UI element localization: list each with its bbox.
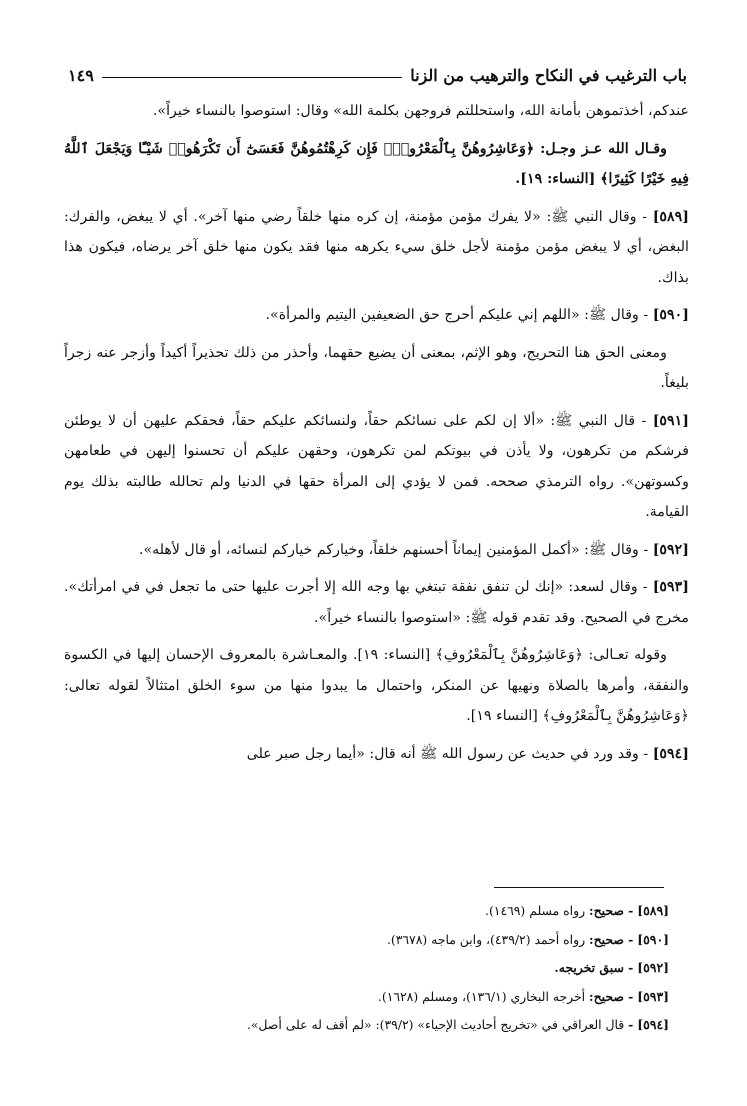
footnote-grade: - صحيح: [589, 988, 634, 1004]
paragraph-text: وقوله تعـالى: ﴿وَعَاشِرُوهُنَّ بِٱلْمَعْرُوفِ﴾ [النساء: ١٩]. والمعـاشرة بالمعروف الإحسان إليها في الكسوة والنفقة، وأمرها بالصلاة ونهيها عن المنكر، واحتمال ما يبدوا منها من سوء الخلق امتثالاً لقوله تعالى: ﴿وَعَاشِرُوهُنَّ بِٱلْمَعْرُوفِ﴾ [النساء ١٩]. [64, 647, 689, 724]
footnote-grade: - صحيح: [589, 931, 634, 947]
footnote-grade: - [628, 1017, 634, 1032]
footnote [64, 926, 669, 955]
page-number: ١٤٩ [68, 65, 94, 85]
footnote-text: رواه أحمد (٤٣٩/٢)، وابن ماجه (٣٦٧٨). [386, 931, 586, 947]
footnote-number: [٥٩٣] [637, 988, 669, 1004]
paragraph-commentary [64, 640, 689, 732]
hadith-number: [٥٩٣] [652, 579, 690, 595]
paragraph-text: - وقال النبي ﷺ: «لا يفرك مؤمن مؤمنة، إن كره منها خلقاً رضي منها آخر». أي لا يبغض، والفرك: البغض، أي لا يبغض مؤمن مؤمنة لأجل خلق سيء يكرهه منها فقد يكون منها خلق آخر يرضاه، فيكون هذا بذاك. [64, 208, 689, 286]
hadith-number: [٥٩١] [652, 412, 689, 429]
main-text [64, 96, 689, 776]
hadith-590 [64, 300, 689, 331]
hadith-592 [64, 535, 689, 566]
footnote-grade: - صحيح: [589, 903, 634, 918]
footnote-text: قال العراقي في «تخريج أحاديث الإحياء» (٣٩/٢): «لم أقف له على أصل». [246, 1017, 625, 1032]
footnote [64, 983, 669, 1012]
header-rule [102, 77, 402, 78]
footnote-number: [٥٩٠] [637, 931, 669, 947]
paragraph-text: وقـال الله عـز وجـل: ﴿وَعَاشِرُوهُنَّ بِٱلْمَعْرُوفِۚ فَإِن كَرِهْتُمُوهُنَّ فَعَسَىٰٓ أَن تَكْرَهُوا۟ شَيْـًٔا وَيَجْعَلَ ٱللَّهُ فِيهِ خَيْرًا كَثِيرًا﴾ [النساء: ١٩]. [64, 140, 689, 187]
footnotes [64, 897, 669, 1040]
hadith-number: [٥٩٠] [652, 307, 689, 323]
paragraph-quran-verse [64, 134, 689, 195]
hadith-number: [٥٩٢] [652, 541, 689, 558]
paragraph-text: عندكم، أخذتموهن بأمانة الله، واستحللتم فروجهن بكلمة الله» وقال: استوصوا بالنساء خيراً». [152, 103, 689, 119]
hadith-593 [64, 572, 689, 633]
paragraph-text: - وقال لسعد: «إنك لن تنفق نفقة تبتغي بها وجه الله إلا أجرت عليها حتى ما تجعل في في امرأتك». مخرج في الصحيح. وقد تقدم قوله ﷺ: «استوصوا بالنساء خيراً». [64, 579, 689, 626]
paragraph [64, 96, 689, 127]
hadith-594 [64, 739, 689, 770]
paragraph-text: ومعنى الحق هنا التحريج، وهو الإثم، بمعنى أن يضيع حقهما، وأحذر من ذلك تحذيراً أكيداً وأزجر عنه زجراً بليغاً. [64, 344, 689, 391]
paragraph-text: - وقد ورد في حديث عن رسول الله ﷺ أنه قال: «أيما رجل صبر على [246, 745, 649, 762]
hadith-number: [٥٩٤] [652, 745, 689, 762]
footnote-number: [٥٩٤] [637, 1017, 669, 1032]
hadith-591 [64, 406, 689, 528]
footnote-number: [٥٩٢] [637, 960, 669, 975]
footnote-separator [494, 887, 664, 888]
paragraph-text: - وقال ﷺ: «أكمل المؤمنين إيماناً أحسنهم خلقاً، وخياركم خياركم لنسائه، أو قال لأهله». [138, 541, 649, 558]
paragraph-commentary [64, 338, 689, 399]
footnote-grade: - سبق تخريجه. [554, 960, 634, 975]
footnote [64, 954, 669, 983]
footnote [64, 897, 669, 926]
paragraph-text: - وقال ﷺ: «اللهم إني عليكم أحرج حق الضعيفين اليتيم والمرأة». [265, 307, 649, 323]
chapter-title: باب الترغيب في النكاح والترهيب من الزنا [410, 65, 687, 85]
hadith-number: [٥٨٩] [652, 208, 689, 225]
footnote [64, 1011, 669, 1040]
footnote-text: رواه مسلم (١٤٦٩). [485, 903, 586, 918]
footnote-text: أخرجه البخاري (١٣٦/١)، ومسلم (١٦٢٨). [377, 988, 586, 1004]
paragraph-text: - قال النبي ﷺ: «ألا إن لكم على نسائكم حقاً، ولنسائكم عليكم حقاً، فحقكم عليهن أن لا يوطئن فرشكم من تكرهون، ولا يأذن في بيوتكم لمن تكرهون، وحقهن عليكم أن تحسنوا إليهن في طعامهن وكسوتهن». رواه الترمذي صححه. فمن لا يؤدي إلى المرأة حقها في الدنيا ولم تحالله طالبته بذلك يوم القيامة. [64, 412, 689, 520]
hadith-589 [64, 202, 689, 294]
footnote-number: [٥٨٩] [637, 903, 669, 918]
running-header [68, 58, 687, 92]
